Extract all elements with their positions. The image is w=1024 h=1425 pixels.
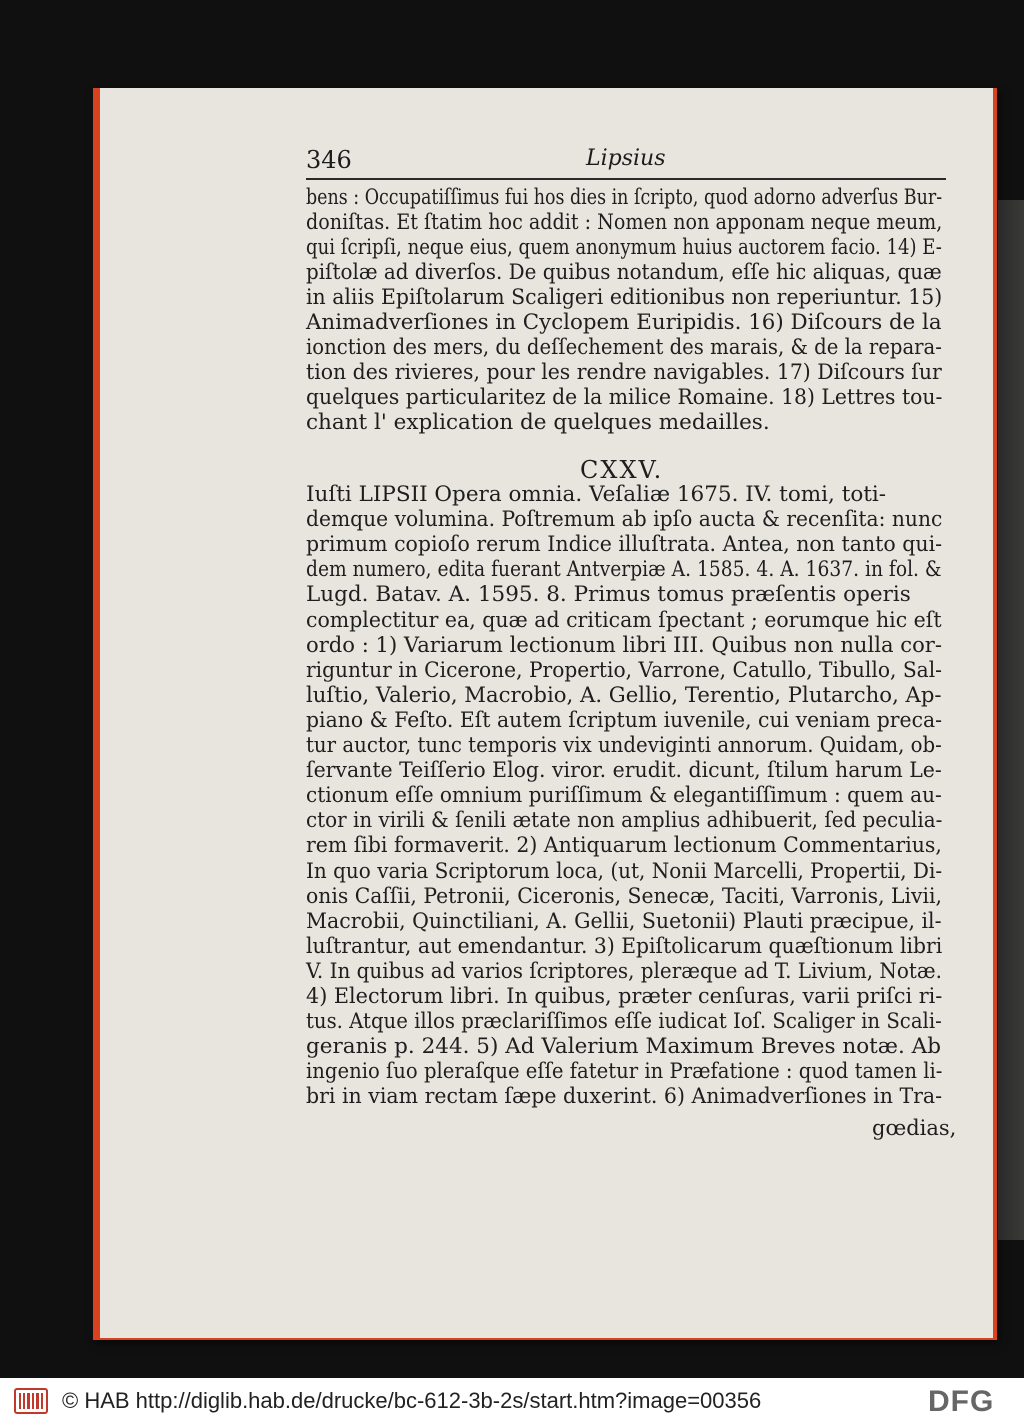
text-line: ingenio ſuo pleraſque eſſe fatetur in Præfatione : quod tamen li-	[306, 1059, 943, 1085]
text-line: ctionum eſſe omnium puriſſimum & elegantiſſimum : quem au-	[306, 783, 942, 809]
text-line: bens : Occupatiſſimus fui hos dies in ſcripto, quod adorno adverſus Bur-	[306, 185, 943, 210]
text-line: bri in viam rectam ſæpe duxerint. 6) Animadverſiones in Tra-	[306, 1084, 943, 1110]
text-line: tur auctor, tunc temporis vix undeviginti annorum. Quidam, ob-	[306, 733, 942, 758]
barcode-icon	[14, 1388, 48, 1414]
paragraph-continued	[306, 187, 946, 437]
text-line: ionction des mers, du deſſechement des marais, & de la repara-	[306, 335, 942, 360]
viewer-footer	[0, 1378, 1024, 1425]
text-line: quelques particularitez de la milice Romaine. 18) Lettres tou-	[306, 385, 943, 410]
adjacent-page-strip	[998, 200, 1024, 1240]
header-rule	[306, 178, 946, 180]
paragraph-lipsius-entry	[306, 484, 946, 1134]
text-line: primum copioſo rerum Indice illuſtrata. Antea, non tanto qui-	[306, 532, 943, 558]
running-head: Lipsius	[586, 146, 666, 171]
text-line: luſtrantur, aut emendantur. 3) Epiſtolicarum quæſtionum libri	[306, 933, 943, 959]
text-line: demque volumina. Poſtremum ab ipſo aucta & recenſita: nunc	[306, 507, 943, 533]
text-line: piano & Feſto. Eſt autem ſcriptum iuvenile, cui veniam preca-	[306, 707, 943, 733]
text-line: tion des rivieres, pour les rendre navigables. 17) Diſcours ſur	[306, 360, 942, 385]
page-number: 346	[306, 146, 352, 174]
text-line: 4) Electorum libri. In quibus, præter cenſuras, varii priſci ri-	[306, 984, 943, 1009]
text-line: geranis p. 244. 5) Ad Valerium Maximum Breves notæ. Ab	[306, 1034, 941, 1060]
text-line: chant l' explication de quelques medailles.	[306, 410, 770, 435]
text-line: doniſtas. Et ſtatim hoc addit : Nomen non apponam neque meum,	[306, 210, 943, 235]
text-line: ſervante Teiſſerio Elog. viror. erudit. dicunt, ſtilum harum Le-	[306, 758, 942, 784]
text-line: Iuſti LIPSII Opera omnia. Veſaliæ 1675. IV. tomi, toti-	[306, 482, 887, 507]
text-line: piſtolæ ad diverſos. De quibus notandum, eſſe hic aliquas, quæ	[306, 260, 942, 285]
text-line: Lugd. Batav. A. 1595. 8. Primus tomus præſentis operis	[306, 582, 911, 608]
text-line: complectitur ea, quæ ad criticam ſpectant ; eorumque hic eſt	[306, 607, 942, 633]
copyright-url[interactable]: © HAB http://diglib.hab.de/drucke/bc-612-3b-2s/start.htm?image=00356	[62, 1388, 762, 1413]
text-line: rem ſibi formaverit. 2) Antiquarum lectionum Commentarius,	[306, 833, 942, 859]
text-line: tus. Atque illos præclariſſimos eſſe iudicat Ioſ. Scaliger in Scali-	[306, 1009, 942, 1035]
text-line: In quo varia Scriptorum loca, (ut, Nonii Marcelli, Propertii, Di-	[306, 858, 943, 884]
text-line: V. In quibus ad varios ſcriptores, pleræque ad T. Livium, Notæ.	[306, 958, 942, 984]
text-line: ordo : 1) Variarum lectionum libri III. Quibus non nulla cor-	[306, 632, 943, 658]
text-line: onis Caſſii, Petronii, Ciceronis, Senecæ, Taciti, Varronis, Livii,	[306, 883, 942, 909]
text-line: luſtio, Valerio, Macrobio, A. Gellio, Terentio, Plutarcho, Ap-	[306, 682, 942, 708]
text-line: riguntur in Cicerone, Propertio, Varrone, Catullo, Tibullo, Sal-	[306, 657, 943, 683]
section-title: CXXV.	[580, 456, 664, 484]
text-line: dem numero, edita fuerant Antverpiæ A. 1585. 4. A. 1637. in fol. &	[306, 557, 942, 583]
text-line: ctor in virili & ſenili ætate non amplius adhibuerit, ſed peculia-	[306, 808, 943, 834]
dfg-logo: DFG	[928, 1385, 995, 1418]
text-line: Animadverſiones in Cyclopem Euripidis. 16) Diſcours de la	[306, 310, 942, 335]
text-line: in aliis Epiſtolarum Scaligeri editionibus non reperiuntur. 15)	[306, 285, 943, 310]
catchword: gœdias,	[872, 1116, 957, 1140]
page-header	[306, 140, 946, 176]
text-line: qui ſcripſi, neque eius, quem anonymum huius auctorem facio. 14) E-	[306, 235, 942, 260]
text-line: Macrobii, Quinctiliani, A. Gellii, Suetonii) Plauti præcipue, il-	[306, 908, 942, 934]
